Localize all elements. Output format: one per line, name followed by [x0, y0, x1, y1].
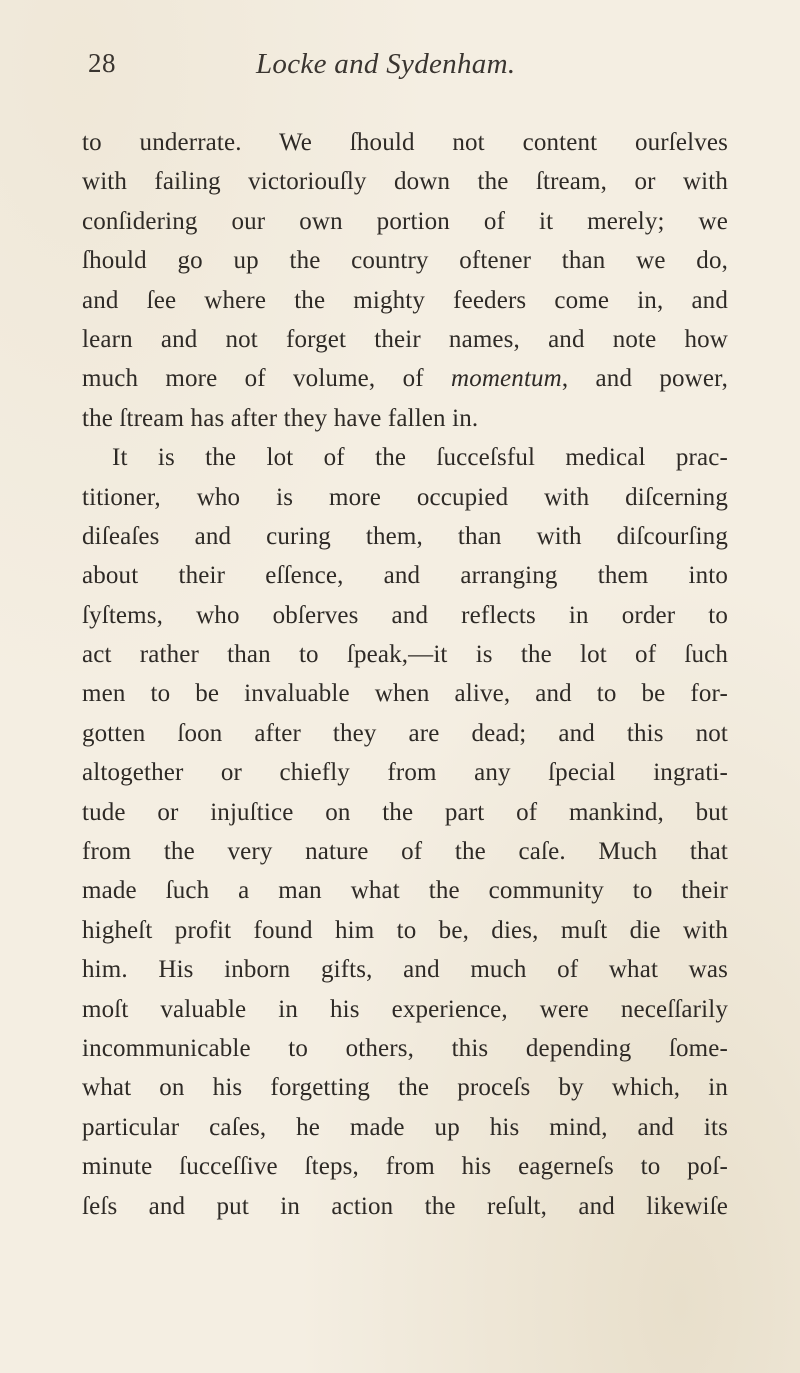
- text-line: what on his forgetting the proceſs by which, in: [82, 1074, 728, 1102]
- page-number: 28: [88, 48, 116, 78]
- text-line: ſeſs and put in action the reſult, and likewiſe: [82, 1192, 728, 1220]
- text-line: diſeaſes and curing them, than with diſcourſing: [82, 522, 728, 550]
- text-line: minute ſucceſſive ſteps, from his eagerneſs to poſ-: [82, 1153, 728, 1181]
- text-line: incommunicable to others, this depending ſome-: [82, 1034, 728, 1062]
- text-line: altogether or chiefly from any ſpecial ingrati-: [82, 759, 728, 787]
- text-line: gotten ſoon after they are dead; and this not: [82, 719, 728, 747]
- text-line: about their eſſence, and arranging them into: [82, 562, 728, 590]
- text-line: conſidering our own portion of it merely; we: [82, 207, 728, 235]
- text-line: and ſee where the mighty feeders come in, and: [82, 286, 728, 314]
- text-line: with failing victoriouſly down the ſtream, or with: [82, 168, 728, 196]
- text-line: [82, 359, 728, 398]
- body-text: [82, 123, 728, 1226]
- text-line: made ſuch a man what the community to their: [82, 877, 728, 905]
- text-line: to underrate. We ſhould not content ourſelves: [82, 129, 728, 156]
- running-head: [88, 48, 728, 88]
- text-line: learn and not forget their names, and note how: [82, 325, 728, 353]
- running-title: Locke and Sydenham.: [256, 48, 516, 80]
- text-fragment: , and power,: [561, 365, 728, 393]
- text-line: him. His inborn gifts, and much of what was: [82, 956, 728, 984]
- text-fragment: much more of volume, of: [82, 365, 451, 393]
- text-line: higheſt profit found him to be, dies, muſt die with: [82, 916, 728, 944]
- text-line: from the very nature of the caſe. Much that: [82, 838, 728, 866]
- text-line: tude or injuſtice on the part of mankind, but: [82, 798, 728, 826]
- text-line: men to be invaluable when alive, and to be for-: [82, 680, 728, 708]
- text-line: particular caſes, he made up his mind, and its: [82, 1113, 728, 1141]
- text-line: ſyſtems, who obſerves and reflects in order to: [82, 601, 728, 629]
- text-line: ſhould go up the country oftener than we do,: [82, 247, 728, 275]
- text-line: titioner, who is more occupied with diſcerning: [82, 483, 728, 511]
- text-line: the ſtream has after they have fallen in.: [82, 404, 479, 432]
- text-line: act rather than to ſpeak,—it is the lot of ſuch: [82, 641, 728, 669]
- paragraph-start-line: It is the lot of the ſucceſsful medical prac-: [112, 444, 728, 472]
- italic-word: momentum: [450, 365, 562, 393]
- text-line: moſt valuable in his experience, were neceſſarily: [82, 995, 728, 1023]
